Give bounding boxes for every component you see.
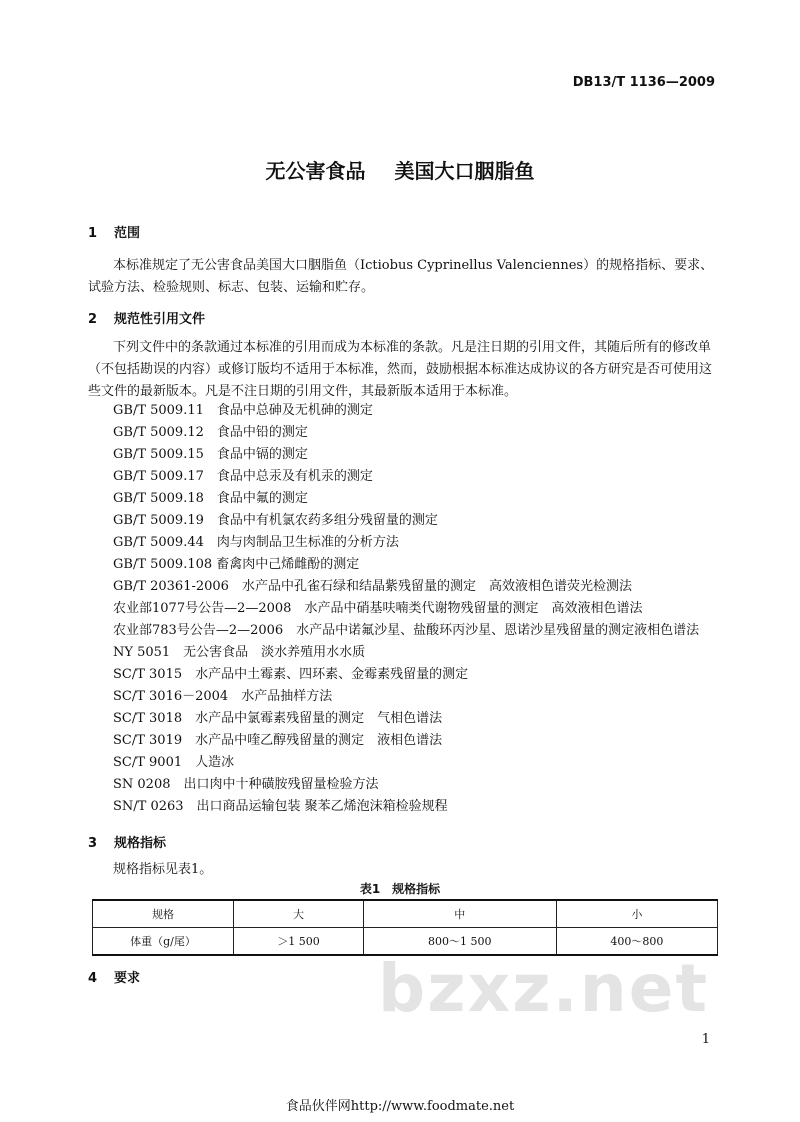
- section-heading-scope: [88, 222, 140, 241]
- standard-number: DB13/T 1136—2009: [572, 75, 715, 90]
- footer-source: 食品伙伴网http://www.foodmate.net: [285, 1099, 515, 1114]
- table-header-cell: 小: [556, 900, 717, 928]
- spec-table: [92, 899, 718, 956]
- reference-list: [88, 400, 728, 818]
- reference-item: SC/T 3016－2004 水产品抽样方法: [113, 689, 333, 704]
- table-cell: 800～1 500: [363, 928, 556, 956]
- table-caption: 表1 规格指标: [359, 882, 441, 896]
- reference-item: 农业部783号公告—2—2006 水产品中诺氟沙星、盐酸环丙沙星、恩诺沙星残留量的测定液相色谱法: [113, 623, 700, 638]
- reference-item: SC/T 3019 水产品中喹乙醇残留量的测定 液相色谱法: [113, 733, 443, 748]
- section-title: 规格指标: [114, 836, 167, 851]
- page-number: 1: [701, 1032, 710, 1047]
- section-number: 2: [88, 312, 98, 327]
- reference-item: SC/T 3015 水产品中土霉素、四环素、金霉素残留量的测定: [113, 667, 469, 682]
- reference-item: GB/T 5009.108 畜禽肉中己烯雌酚的测定: [113, 557, 360, 572]
- table-header-row: [93, 900, 718, 928]
- section-title: 要求: [114, 971, 141, 986]
- watermark: bzxz.net: [378, 950, 710, 1027]
- table-header-cell: 大: [234, 900, 364, 928]
- table-cell: 400～800: [556, 928, 717, 956]
- section-number: 1: [88, 226, 98, 241]
- reference-item: 农业部1077号公告—2—2008 水产品中硝基呋喃类代谢物残留量的测定 高效液相色谱法: [113, 601, 643, 616]
- reference-item: GB/T 5009.44 肉与肉制品卫生标准的分析方法: [113, 535, 399, 550]
- reference-item: GB/T 5009.18 食品中氟的测定: [113, 491, 308, 506]
- section-heading-requirements: [88, 967, 140, 986]
- table-header-cell: 中: [363, 900, 556, 928]
- reference-item: SN/T 0263 出口商品运输包装 聚苯乙烯泡沫箱检验规程: [113, 799, 448, 814]
- spec-intro-paragraph: 规格指标见表1。: [113, 862, 213, 877]
- reference-item: SC/T 9001 人造冰: [113, 755, 235, 770]
- section-title: 规范性引用文件: [114, 312, 206, 327]
- reference-item: GB/T 5009.17 食品中总汞及有机汞的测定: [113, 469, 373, 484]
- section-number: 3: [88, 836, 98, 851]
- reference-item: GB/T 20361-2006 水产品中孔雀石绿和结晶紫残留量的测定 高效液相色谱荧光检测法: [113, 579, 632, 594]
- reference-item: GB/T 5009.15 食品中镉的测定: [113, 447, 308, 462]
- reference-item: SN 0208 出口肉中十种磺胺残留量检验方法: [113, 777, 379, 792]
- table-cell: 体重（g/尾）: [93, 928, 234, 956]
- table-header-cell: 规格: [93, 900, 234, 928]
- reference-item: GB/T 5009.12 食品中铅的测定: [113, 425, 308, 440]
- scope-paragraph: 本标准规定了无公害食品美国大口胭脂鱼（Ictiobus Cyprinellus Valenciennes）的规格指标、要求、试验方法、检验规则、标志、包装、运输和贮存。: [88, 258, 714, 295]
- reference-item: NY 5051 无公害食品 淡水养殖用水水质: [113, 645, 366, 660]
- section-heading-spec: [88, 832, 166, 851]
- section-heading-normative: [88, 308, 205, 327]
- reference-item: SC/T 3018 水产品中氯霉素残留量的测定 气相色谱法: [113, 711, 443, 726]
- normative-intro-paragraph: 下列文件中的条款通过本标准的引用而成为本标准的条款。凡是注日期的引用文件，其随后所有的修改单（不包括勘误的内容）或修订版均不适用于本标准，然而，鼓励根据本标准达成协议的各方研究是否可使用这些文件的最新版本。凡是不注日期的引用文件，其最新版本适用于本标准。: [88, 340, 713, 399]
- section-title: 范围: [114, 226, 141, 241]
- table-cell: ＞1 500: [234, 928, 364, 956]
- reference-item: GB/T 5009.11 食品中总砷及无机砷的测定: [113, 403, 373, 418]
- reference-item: GB/T 5009.19 食品中有机氯农药多组分残留量的测定: [113, 513, 438, 528]
- document-title: 无公害食品 美国大口胭脂鱼: [265, 159, 535, 183]
- section-number: 4: [88, 971, 98, 986]
